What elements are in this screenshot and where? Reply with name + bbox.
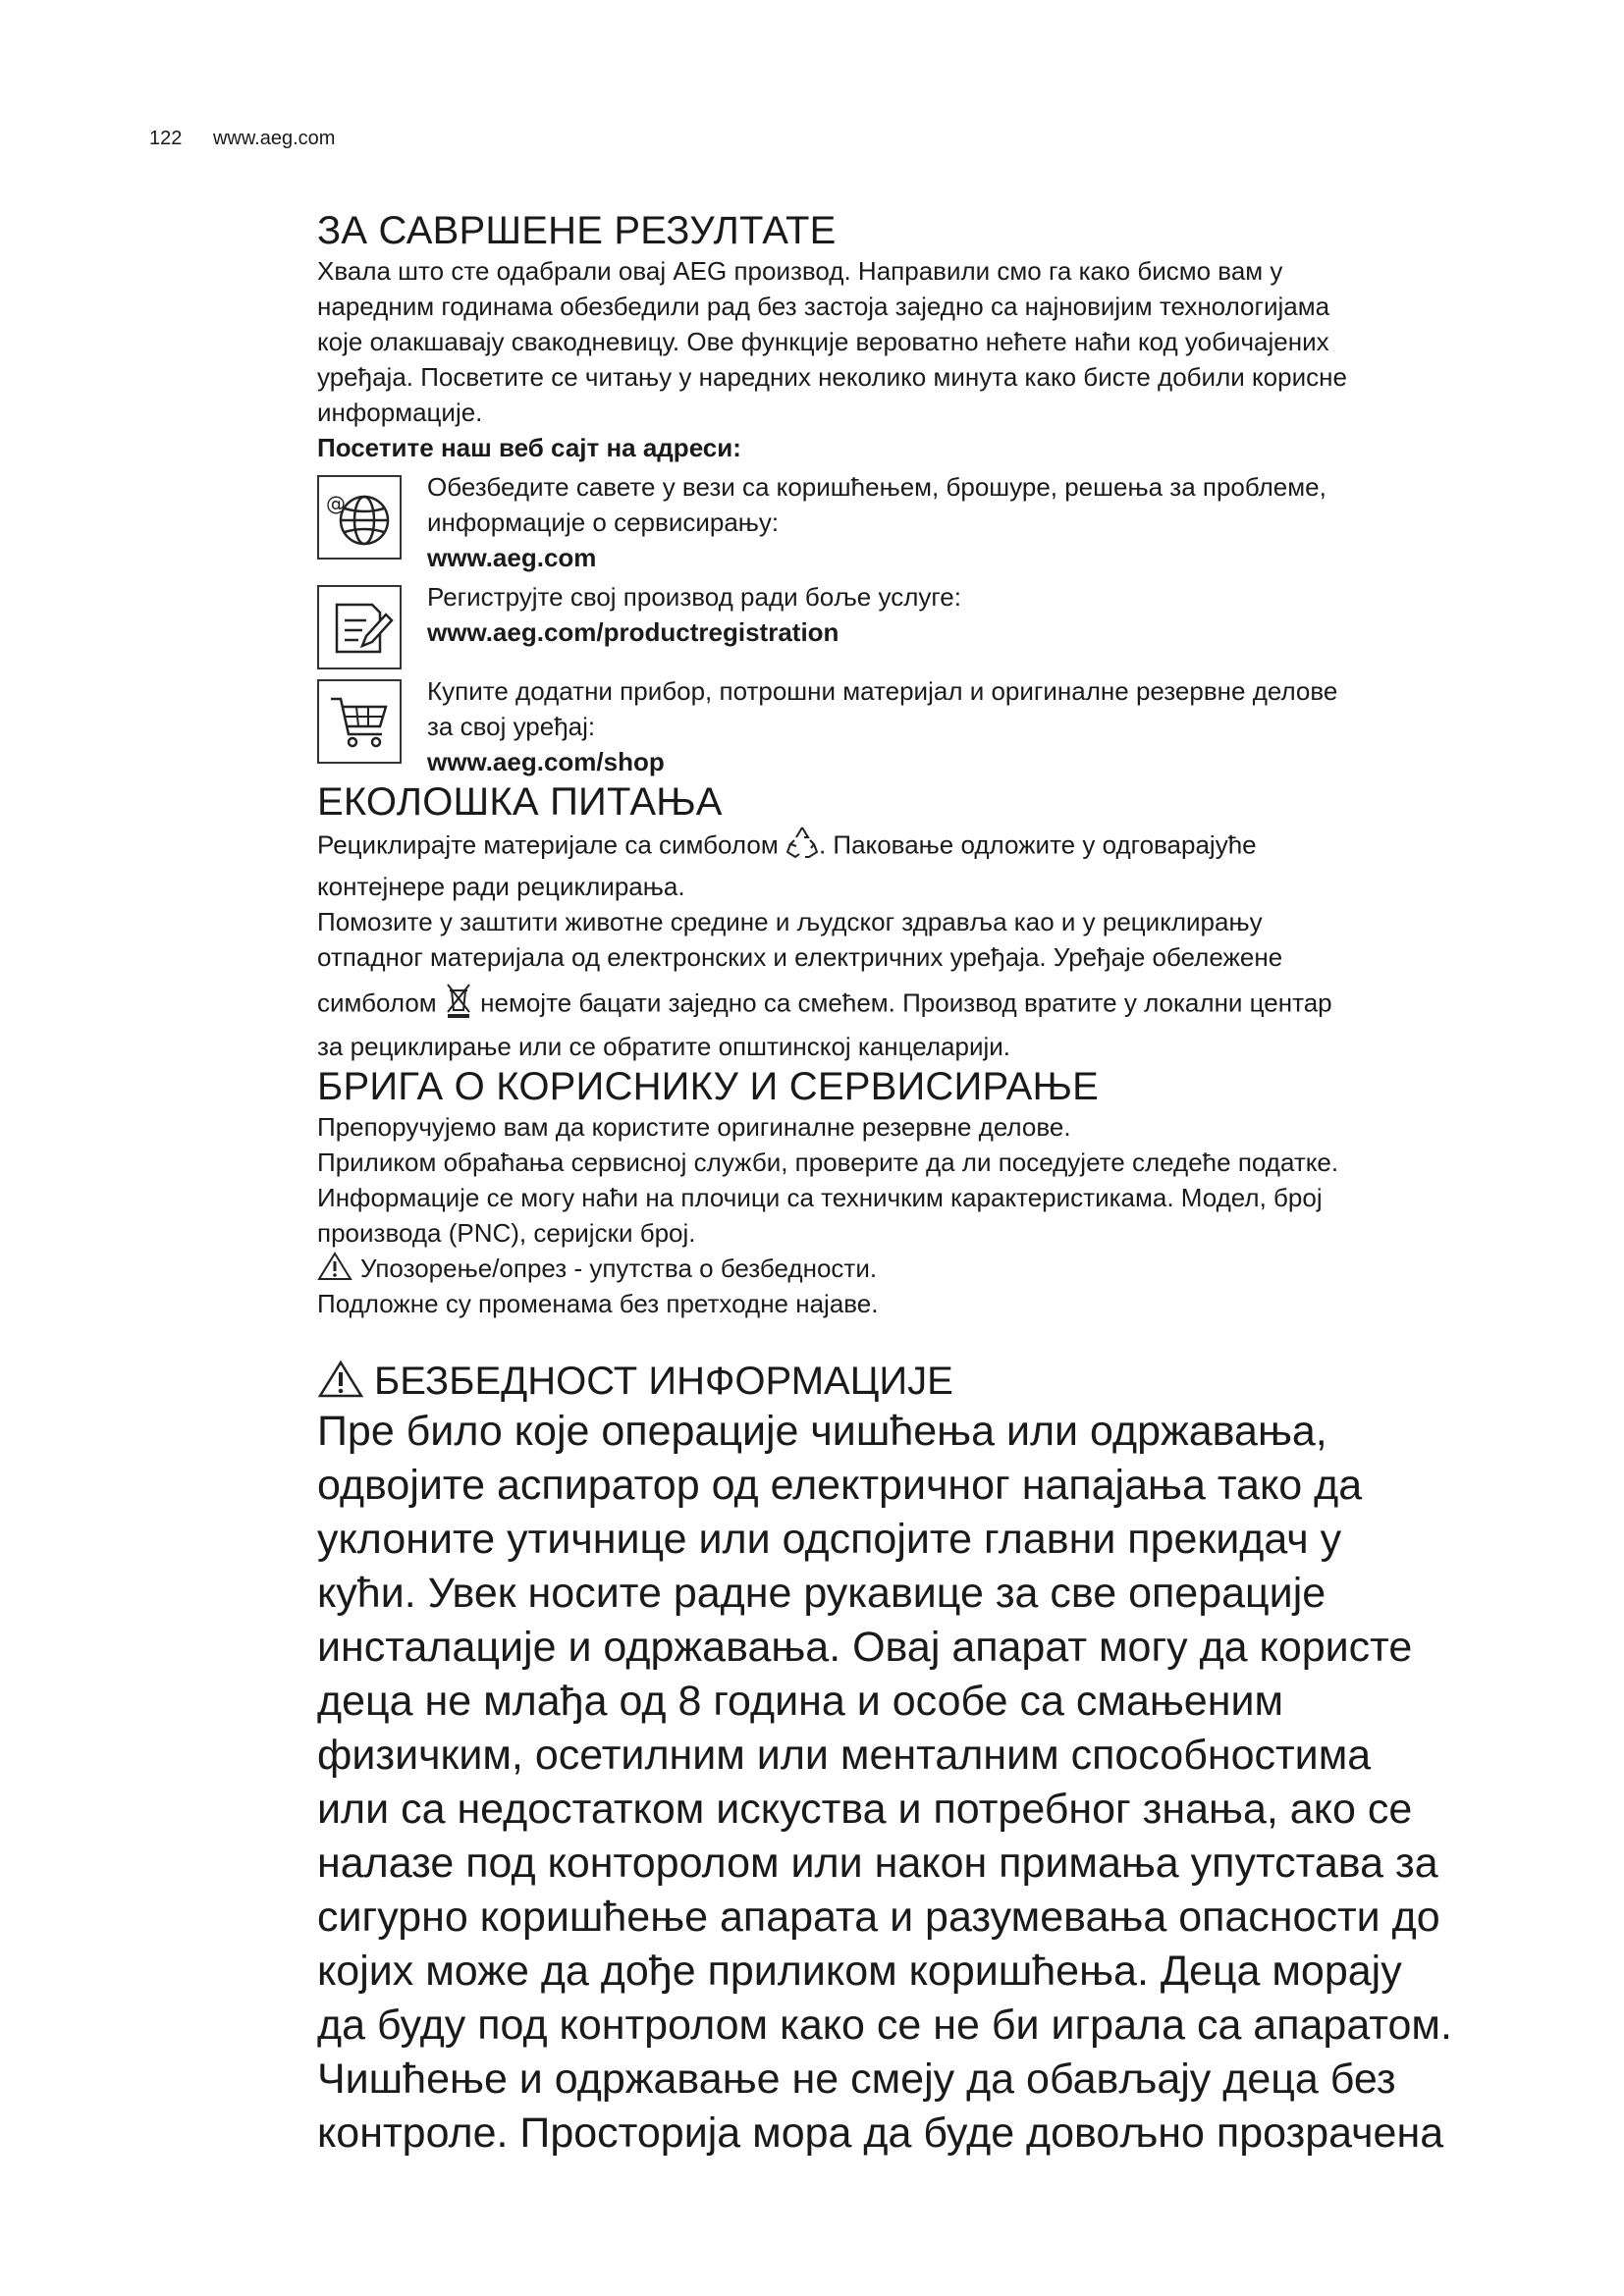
eco-line: Помозите у заштити животне средине и људског здравља као и у рециклирању	[317, 907, 1263, 936]
recycle-icon	[785, 825, 819, 869]
info-item-globe	[317, 472, 1525, 575]
info-item-text	[427, 579, 961, 650]
intro-line: информације.	[317, 398, 483, 427]
safety-line: да буду под контролом како се не би играла са апаратом.	[317, 2002, 1452, 2049]
visit-label: Посетите наш веб сајт на адреси:	[317, 433, 741, 462]
page-header	[149, 128, 335, 150]
document-body	[317, 208, 1525, 2160]
info-line: информације о сервисирању:	[427, 507, 780, 537]
safety-line: одвојите аспиратор од електричног напајања тако да	[317, 1462, 1363, 1509]
globe-icon	[317, 475, 402, 560]
info-line: Региструјте свој производ ради боље услуге:	[427, 582, 961, 612]
info-line: Обезбедите савете у вези са коришћењем, брошуре, решења за проблеме,	[427, 472, 1326, 502]
eco-line	[317, 825, 1525, 869]
service-line: Подложне су променама без претходне најаве.	[317, 1289, 879, 1318]
safety-line: инсталације и одржавања. Овај апарат могу да користе	[317, 1624, 1413, 1671]
safety-line: или са недостатком искуства и потребног знања, ако се	[317, 1786, 1413, 1833]
svg-text:@: @	[326, 492, 346, 515]
shop-link[interactable]: www.aeg.com/shop	[427, 747, 665, 776]
safety-line: деца не млађа од 8 година и особе са смањеним	[317, 1678, 1284, 1725]
eco-line: отпадног материјала од електронских и електричних уређаја. Уређаје обележене	[317, 942, 1283, 972]
website-link[interactable]: www.aeg.com	[427, 543, 597, 572]
eco-text: симболом	[317, 988, 437, 1018]
intro-paragraph	[317, 253, 1525, 430]
warning-icon	[317, 1360, 364, 1404]
intro-line: Хвала што сте одабрали овај AEG производ. Направили смо га како бисмо вам у	[317, 256, 1283, 286]
shopping-cart-icon	[317, 679, 402, 764]
eco-line	[317, 981, 1525, 1029]
eco-text: немојте бацати заједно са смећем. Производ вратите у локални центар	[480, 988, 1332, 1018]
intro-line: наредним годинама обезбедили рад без застоја заједно са најновијим технологијама	[317, 292, 1330, 321]
safety-line: контроле. Просторија мора да буде довољно прозрачена	[317, 2109, 1444, 2157]
service-line: производа (PNC), серијски број.	[317, 1218, 696, 1248]
warning-icon	[317, 1252, 352, 1286]
info-item-shop	[317, 676, 1525, 779]
safety-paragraph	[317, 1406, 1525, 2160]
eco-line: за рециклирање или се обратите општинској канцеларији.	[317, 1032, 1010, 1061]
eco-text: Рециклирајте материјале са симболом	[317, 829, 779, 860]
section-title-service: БРИГА О КОРИСНИКУ И СЕРВИСИРАЊЕ	[317, 1065, 1100, 1108]
crossed-bin-icon	[444, 981, 473, 1029]
service-line: Информације се могу наћи на плочици са техничким карактеристикама. Модел, број	[317, 1183, 1323, 1212]
safety-line: кући. Увек носите радне рукавице за све операције	[317, 1570, 1326, 1617]
info-item-registration	[317, 582, 1525, 669]
safety-line: сигурно коришћење апарата и разумевања опасности до	[317, 1894, 1440, 1941]
section-title-safety	[317, 1359, 1525, 1404]
safety-line: Чишћење и одржавање не смеју да обављају деца без	[317, 2056, 1396, 2103]
safety-line: физичким, осетилним или менталним способностима	[317, 1732, 1372, 1779]
safety-title: БЕЗБЕДНОСТ ИНФОРМАЦИЈЕ	[374, 1360, 953, 1403]
info-line: Купите додатни прибор, потрошни материјал и оригиналне резервне делове	[427, 676, 1338, 706]
eco-line: контејнере ради рециклирања.	[317, 872, 685, 901]
safety-line: уклоните утичнице или одспојите главни прекидач у	[317, 1516, 1342, 1563]
section-title-environment: ЕКОЛОШКА ПИТАЊА	[317, 780, 723, 824]
service-line: Приликом обраћања сервисној служби, проверите да ли поседујете следеће податке.	[317, 1148, 1339, 1177]
section-title-results: ЗА САВРШЕНЕ РЕЗУЛТАТЕ	[317, 209, 837, 252]
info-item-text	[427, 673, 1337, 779]
safety-line: којих може да дође приликом коришћења. Деца морају	[317, 1948, 1402, 1995]
registration-link[interactable]: www.aeg.com/productregistration	[427, 617, 839, 647]
safety-line: Пре било које операције чишћења или одржавања,	[317, 1408, 1327, 1455]
service-line: Препоручујемо вам да користите оригиналне резервне делове.	[317, 1112, 1071, 1142]
intro-line: које олакшавају свакодневицу. Ове функције вероватно нећете наћи код уобичајених	[317, 327, 1329, 356]
warning-legend	[317, 1251, 1525, 1286]
registration-icon	[317, 585, 402, 669]
intro-line: уређаја. Посветите се читању у наредних неколико минута како бисте добили корисне	[317, 362, 1347, 392]
info-item-text	[427, 469, 1326, 575]
safety-line: налазе под конторолом или након примања упутстава за	[317, 1840, 1438, 1887]
warning-legend-text: Упозорење/опрез - упутства о безбедности.	[360, 1254, 878, 1283]
header-site: www.aeg.com	[212, 128, 336, 149]
info-line: за свој уређај:	[427, 712, 596, 741]
page-number: 122	[149, 128, 183, 149]
eco-text: . Паковање одложите у одговарајуће	[818, 829, 1257, 860]
